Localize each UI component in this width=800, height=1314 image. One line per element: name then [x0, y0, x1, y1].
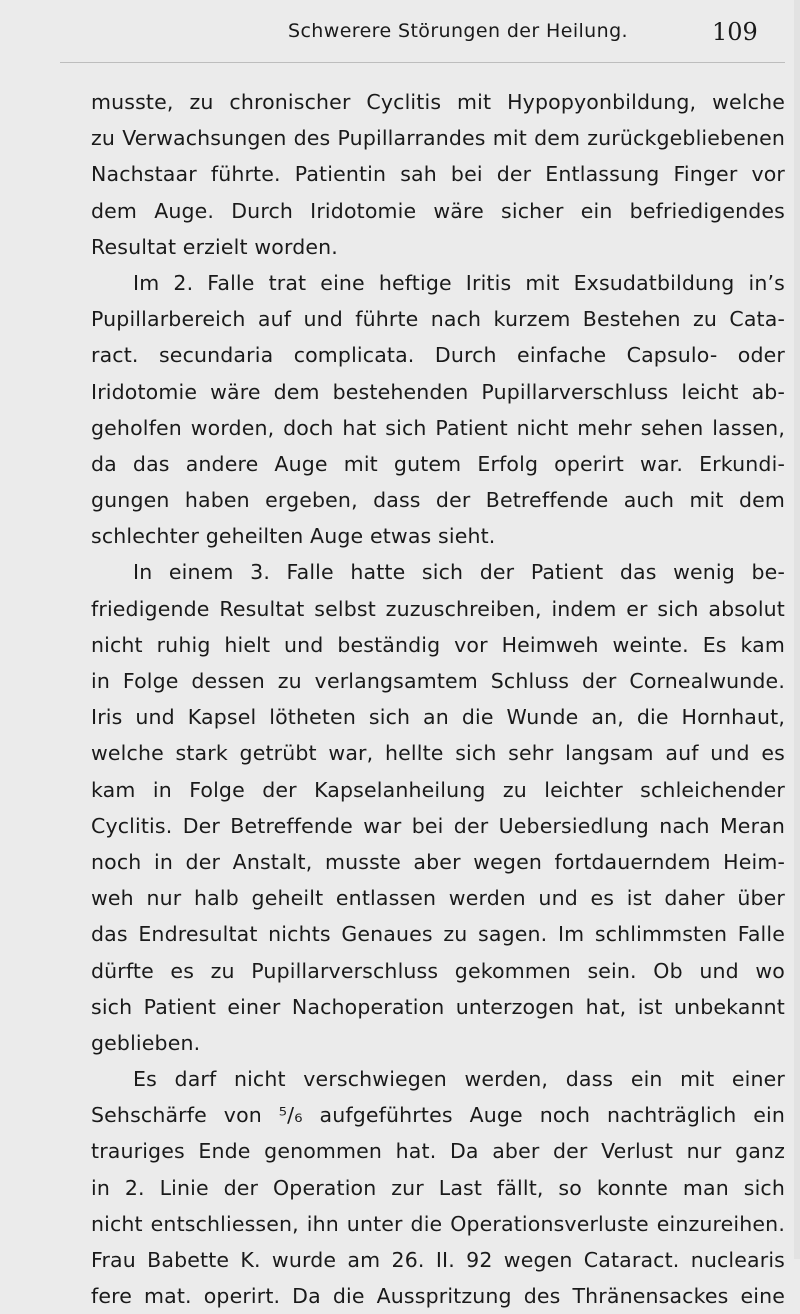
text-line: geblieben. [91, 1030, 201, 1055]
text-line: ract. secundaria complicata. Durch einfache Capsulo- oder [91, 343, 785, 368]
text-line: das Endresultat nichts Genaues zu sagen. Im schlimmsten Falle [91, 922, 785, 947]
text-line: in Folge dessen zu verlangsamtem Schluss der Cornealwunde. [91, 669, 785, 693]
text-line: Iris und Kapsel lötheten sich an die Wunde an, die Hornhaut, [91, 705, 785, 730]
text-line: dürfte es zu Pupillarverschluss gekommen sein. Ob und wo [91, 958, 785, 983]
text-line: Cyclitis. Der Betreffende war bei der Uebersiedlung nach Meran [91, 813, 785, 838]
text-line: gungen haben ergeben, dass der Betreffende auch mit dem [91, 488, 785, 513]
text-line: Pupillarbereich auf und führte nach kurzem Bestehen zu Cata- [91, 307, 785, 332]
text-line: zu Verwachsungen des Pupillarrandes mit dem zurückgebliebenen [91, 126, 785, 151]
text-line: Sehschärfe von ⁵/₆ aufgeführtes Auge noch nachträglich ein [91, 1103, 785, 1128]
page-edge [794, 0, 800, 1259]
text-line: musste, zu chronischer Cyclitis mit Hypopyonbildung, welche [91, 90, 785, 114]
text-line: Frau Babette K. wurde am 26. II. 92 wegen Cataract. nuclearis [91, 1248, 785, 1272]
text-line: trauriges Ende genommen hat. Da aber der Verlust nur ganz [91, 1139, 785, 1164]
text-line: schlechter geheilten Auge etwas sieht. [91, 524, 496, 549]
text-line: Resultat erzielt worden. [91, 234, 338, 259]
text-line: fere mat. operirt. Da die Ausspritzung des Thränensackes eine [91, 1284, 785, 1309]
running-title: Schwerere Störungen der Heilung. [288, 20, 628, 42]
text-line: Nachstaar führte. Patientin sah bei der Entlassung Finger vor [91, 162, 785, 187]
text-line: Es darf nicht verschwiegen werden, dass ein mit einer [133, 1067, 785, 1092]
body-text [91, 84, 785, 1314]
text-line: nicht ruhig hielt und beständig vor Heimweh weinte. Es kam [91, 632, 785, 657]
text-line: geholfen worden, doch hat sich Patient nicht mehr sehen lassen, [91, 415, 785, 440]
text-line: welche stark getrübt war, hellte sich sehr langsam auf und es [91, 741, 785, 766]
running-head [0, 18, 800, 58]
text-line: In einem 3. Falle hatte sich der Patient das wenig be- [133, 560, 785, 585]
text-line: in 2. Linie der Operation zur Last fällt, so konnte man sich [91, 1175, 785, 1200]
text-line: Iridotomie wäre dem bestehenden Pupillarverschluss leicht ab- [91, 379, 785, 404]
text-line: da das andere Auge mit gutem Erfolg operirt war. Erkundi- [91, 451, 785, 476]
header-rule [60, 62, 785, 63]
text-line: dem Auge. Durch Iridotomie wäre sicher ein befriedigendes [91, 198, 785, 223]
text-line: Im 2. Falle trat eine heftige Iritis mit Exsudatbildung in’s [133, 270, 785, 295]
text-line: noch in der Anstalt, musste aber wegen fortdauerndem Heim- [91, 849, 785, 874]
text-line: friedigende Resultat selbst zuzuschreiben, indem er sich absolut [91, 596, 785, 621]
text-line: kam in Folge der Kapselanheilung zu leichter schleichender [91, 777, 785, 802]
text-line: sich Patient einer Nachoperation unterzogen hat, ist unbekannt [91, 994, 785, 1019]
page-number: 109 [712, 18, 758, 46]
text-line: weh nur halb geheilt entlassen werden und es ist daher über [91, 886, 785, 911]
text-line: nicht entschliessen, ihn unter die Operationsverluste einzureihen. [91, 1211, 785, 1236]
